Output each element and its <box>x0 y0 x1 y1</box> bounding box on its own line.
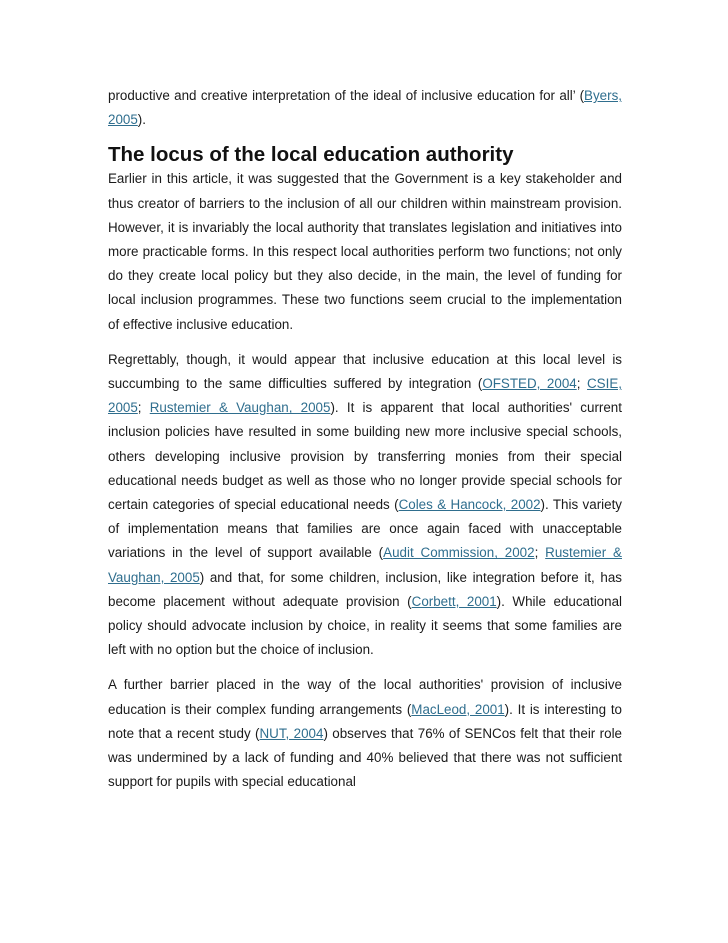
paragraph-text: ; <box>137 400 150 416</box>
body-paragraph <box>108 673 622 794</box>
paragraph-text: ). <box>137 112 146 128</box>
paragraph-text: A further barrier placed in the way of the local authorities' provision of inclusive education is their complex funding arrangements ( <box>108 677 622 717</box>
citation-link[interactable]: Rustemier & Vaughan, 2005 <box>149 400 331 416</box>
paragraph-text: ). It is apparent that local authorities' current inclusion policies have resulted in some building new more inclusive special schools, others developing inclusive provision by transferring monies from their special educational needs budget as well as those who no longer provide special schools for certain categories of special educational needs ( <box>108 400 622 513</box>
citation-link[interactable]: Corbett, 2001 <box>411 593 497 609</box>
paragraph-text: ; <box>576 376 588 392</box>
citation-link[interactable]: Rustemier & Vaughan, 2005 <box>108 545 622 585</box>
intro-paragraph <box>108 84 622 132</box>
body-paragraph <box>108 167 622 336</box>
document-page <box>108 84 622 805</box>
paragraph-text: ). While educational policy should advocate inclusion by choice, in reality it seems that some families are left with no option but the choice of inclusion. <box>108 593 622 658</box>
citation-link[interactable]: OFSTED, 2004 <box>482 376 577 392</box>
citation-link[interactable]: Byers, 2005 <box>108 88 622 128</box>
paragraph-text: ) observes that 76% of SENCos felt that their role was undermined by a lack of funding and 40% believed that there was not sufficient support for pupils with special educational <box>108 725 622 790</box>
body-paragraph <box>108 348 622 663</box>
citation-link[interactable]: Coles & Hancock, 2002 <box>398 497 541 513</box>
paragraph-text: ; <box>534 545 546 561</box>
paragraph-text: ) and that, for some children, inclusion, like integration before it, has become placement without adequate provision ( <box>108 569 622 609</box>
citation-link[interactable]: Audit Commission, 2002 <box>383 545 535 561</box>
paragraph-text: ). It is interesting to note that a recent study ( <box>108 701 622 741</box>
citation-link[interactable]: NUT, 2004 <box>259 725 324 741</box>
paragraph-text: ). This variety of implementation means that families are once again faced with unacceptable variations in the level of support available ( <box>108 497 622 561</box>
paragraph-text: productive and creative interpretation of the ideal of inclusive education for all’ ( <box>108 88 585 103</box>
paragraph-text: Regrettably, though, it would appear that inclusive education at this local level is succumbing to the same difficulties suffered by integration ( <box>108 351 622 392</box>
paragraph-text: Earlier in this article, it was suggested that the Government is a key stakeholder and thus creator of barriers to the inclusion of all our children within mainstream provision. However, it is invariably the local authority that translates legislation and initiatives into more practicable forms. In this respect local authorities perform two functions; not only do they create local policy but they also decide, in the main, the level of funding for local inclusion programmes. These two functions seem crucial to the implementation of effective inclusive education. <box>108 171 622 332</box>
citation-link[interactable]: MacLeod, 2001 <box>411 701 505 717</box>
citation-link[interactable]: CSIE, 2005 <box>108 376 622 416</box>
section-heading: The locus of the local education authority <box>108 143 514 167</box>
